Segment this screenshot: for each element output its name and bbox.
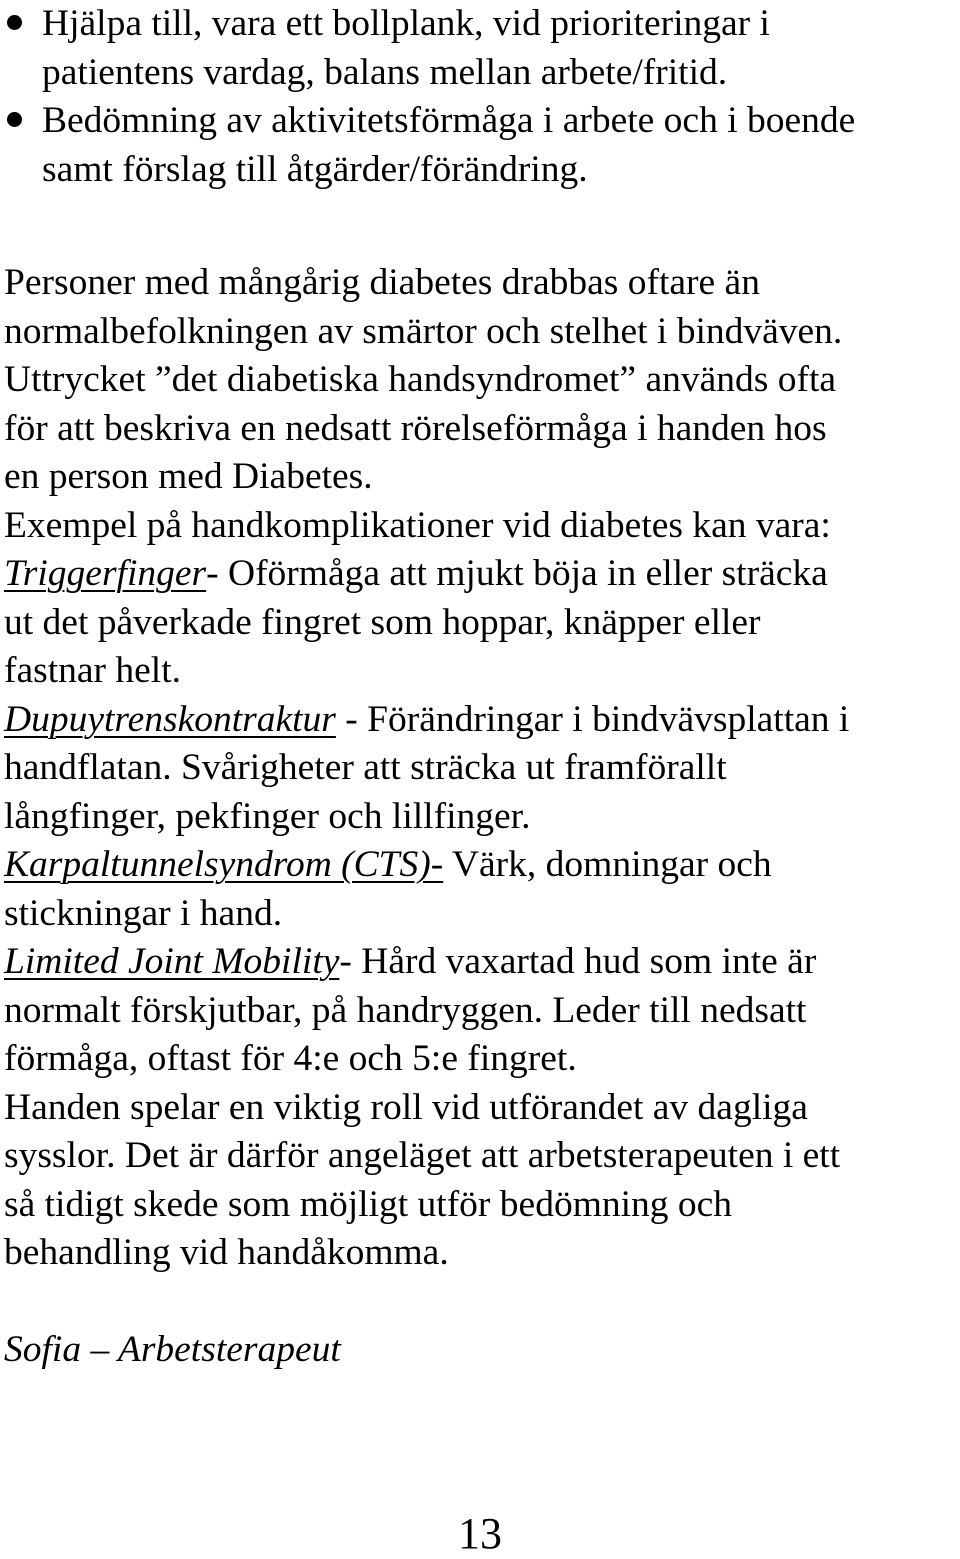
text-line: Uttrycket ”det diabetiska handsyndromet” används ofta (4, 359, 837, 400)
closing-paragraph (4, 1084, 960, 1278)
complication-term: Limited Joint Mobility (4, 941, 340, 982)
text-line: Personer med mångårig diabetes drabbas oftare än (4, 262, 760, 303)
text-line: fastnar helt. (4, 650, 182, 691)
bullet-dot-icon (7, 15, 22, 30)
complication-description: - Förändringar i bindvävsplattan i (335, 698, 850, 740)
text-line: långfinger, pekfinger och lillfinger. (4, 795, 531, 837)
bullet-text-line: Hjälpa till, vara ett bollplank, vid prioriteringar i (42, 3, 770, 44)
text-line: normalbefolkningen av smärtor och stelhet i bindväven. (4, 310, 843, 352)
complication-term: Karpaltunnelsyndrom (CTS)- (4, 844, 444, 885)
complication-ljm (4, 938, 960, 1084)
text-line: behandling vid handåkomma. (4, 1232, 449, 1273)
text-line: Handen spelar en viktig roll vid utförandet av dagliga (4, 1086, 808, 1128)
body-text (4, 259, 960, 1278)
text-line (4, 696, 960, 745)
complication-term: Dupuytrenskontraktur (4, 698, 336, 740)
text-line (4, 841, 960, 890)
text-line: sysslor. Det är därför angeläget att arbetsterapeuten i ett (4, 1135, 841, 1176)
complication-triggerfinger (4, 550, 960, 696)
bullet-item (0, 0, 960, 97)
bullet-list (0, 0, 960, 194)
complication-description: Värk, domningar och (443, 844, 772, 885)
text-line (4, 938, 960, 987)
text-line: en person med Diabetes. (4, 456, 373, 497)
bullet-text-line: patientens vardag, balans mellan arbete/fritid. (42, 51, 728, 93)
complication-description: - Oförmåga att mjukt böja in eller sträcka (206, 553, 828, 594)
text-line: ut det påverkade fingret som hoppar, knäpper eller (4, 601, 761, 643)
text-line: förmåga, oftast för 4:e och 5:e fingret. (4, 1038, 577, 1079)
complication-term: Triggerfinger (4, 553, 207, 594)
text-line: Exempel på handkomplikationer vid diabetes kan vara: (4, 504, 831, 546)
text-line: handflatan. Svårigheter att sträcka ut framförallt (4, 747, 727, 788)
text-line: normalt förskjutbar, på handryggen. Leder till nedsatt (4, 989, 807, 1031)
text-line (4, 550, 960, 599)
text-line: för att beskriva en nedsatt rörelseförmåga i handen hos (4, 407, 827, 449)
signature: Sofia – Arbetsterapeut (4, 1329, 341, 1370)
bullet-text-line: samt förslag till åtgärder/förändring. (42, 148, 588, 190)
complication-description: - Hård vaxartad hud som inte är (339, 941, 817, 982)
intro-paragraph (4, 259, 960, 550)
page-number: 13 (458, 1509, 502, 1558)
bullet-item (0, 97, 960, 194)
bullet-text-line: Bedömning av aktivitetsförmåga i arbete och i boende (42, 100, 856, 141)
complication-cts (4, 841, 960, 938)
text-line: så tidigt skede som möjligt utför bedömning och (4, 1183, 733, 1225)
text-line: stickningar i hand. (4, 892, 283, 934)
bullet-dot-icon (7, 112, 22, 127)
complication-dupuytren (4, 696, 960, 842)
